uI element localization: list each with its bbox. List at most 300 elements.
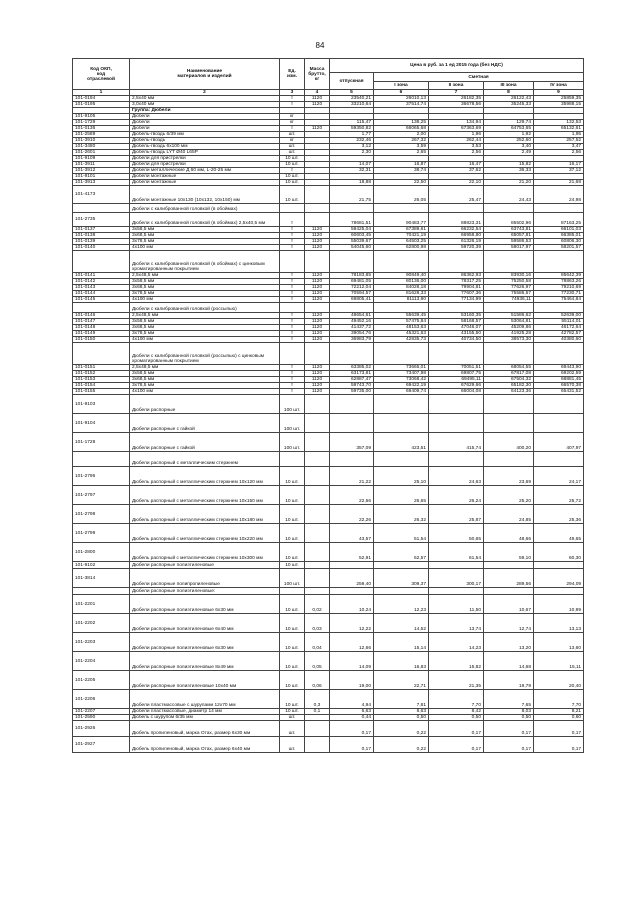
cell-code: 101-3814: [73, 569, 130, 588]
cell-zone-3: 67817,08: [484, 371, 534, 377]
cell-release-price: 63173,81: [330, 371, 374, 377]
cell-zone-2: 25,87: [429, 505, 484, 524]
cell-mass: 1120: [305, 126, 330, 132]
cell-name: 3х58,5 мм: [130, 371, 280, 377]
cell-mass: 1120: [305, 325, 330, 331]
cell-name: Дюбели пластмассовые, диаметр 14 мм: [130, 709, 280, 715]
cell-release-price: [330, 395, 374, 414]
table-row: [73, 204, 584, 213]
cell-unit: т: [280, 213, 305, 227]
cell-zone-4: 87163,25: [534, 213, 584, 227]
cell-name: Дюбели распорные полиэтиленовые 6х30 мм: [130, 633, 280, 652]
header-estimate: Сметная: [374, 73, 584, 82]
cell-release-price: 0,17: [330, 721, 374, 737]
column-number: 3: [280, 90, 305, 96]
cell-release-price: 259,40: [330, 569, 374, 588]
cell-zone-4: 37,12: [534, 168, 584, 174]
cell-release-price: 59350,82: [330, 126, 374, 132]
cell-zone-2: 50,65: [429, 524, 484, 543]
cell-zone-2: 22,10: [429, 180, 484, 186]
cell-unit: 10 шт.: [280, 186, 305, 204]
cell-code: 101-9109: [73, 156, 130, 162]
cell-zone-1: 62800,98: [374, 245, 429, 251]
cell-mass: 1120: [305, 365, 330, 371]
cell-release-price: 4,94: [330, 690, 374, 709]
cell-name: 4х100 мм: [130, 337, 280, 343]
cell-release-price: [330, 562, 374, 569]
cell-zone-1: 3,59: [374, 144, 429, 150]
cell-name: Дюбели с калиброванной головкой (в обоймах): [130, 204, 280, 213]
cell-zone-4: 58201,57: [534, 245, 584, 251]
cell-name: Дюбели для пристрелки: [130, 162, 280, 168]
cell-zone-1: 423,51: [374, 433, 429, 452]
cell-zone-4: [534, 452, 584, 467]
cell-zone-2: [429, 414, 484, 433]
cell-code: 101-3912: [73, 168, 130, 174]
cell-mass: [305, 433, 330, 452]
table-row: [73, 562, 584, 569]
cell-zone-2: 2,56: [429, 150, 484, 156]
cell-zone-3: 252,60: [484, 138, 534, 144]
cell-code: 101-2202: [73, 614, 130, 633]
cell-zone-3: 13,20: [484, 633, 534, 652]
cell-name: Дюбели распорные полипропиленовые: [130, 569, 280, 588]
cell-zone-4: 13,13: [534, 614, 584, 633]
cell-zone-1: 26010,13: [374, 96, 429, 102]
cell-zone-1: 12,23: [374, 595, 429, 614]
cell-name: Дюбели: [130, 120, 280, 126]
cell-zone-1: 70421,19: [374, 233, 429, 239]
cell-name: Дюбель распорный с металлическим стержнем 10х120 мм: [130, 467, 280, 486]
cell-code: 101-2601: [73, 150, 130, 156]
cell-name: 3х78,5 мм: [130, 239, 280, 245]
cell-zone-4: 407,97: [534, 433, 584, 452]
cell-release-price: 39054,76: [330, 331, 374, 337]
column-number: 1: [73, 90, 130, 96]
cell-zone-1: 90849,40: [374, 273, 429, 279]
cell-name: 3х78,5 мм: [130, 291, 280, 297]
cell-zone-3: 7,65: [484, 690, 534, 709]
cell-zone-2: 43155,50: [429, 331, 484, 337]
cell-zone-1: [374, 204, 429, 213]
header-zone-2: II зона: [429, 82, 484, 90]
cell-zone-1: 81628,33: [374, 291, 429, 297]
cell-release-price: [330, 414, 374, 433]
cell-zone-2: 26,24: [429, 486, 484, 505]
cell-zone-4: [534, 588, 584, 595]
cell-name: Дюбели распорные полиэтиленовые 8х49 мм: [130, 652, 280, 671]
cell-code: 101-2799: [73, 524, 130, 543]
cell-zone-3: 59586,53: [484, 239, 534, 245]
cell-name: Дюбели пластмассовые с шурупами 12х70 мм: [130, 690, 280, 709]
cell-unit: т: [280, 365, 305, 371]
cell-code: 101-3913: [73, 180, 130, 186]
cell-release-price: [330, 588, 374, 595]
cell-zone-3: 64753,65: [484, 126, 534, 132]
cell-zone-4: 66385,01: [534, 233, 584, 239]
cell-release-price: 21,22: [330, 467, 374, 486]
cell-name: Дюбели: [130, 114, 280, 120]
cell-zone-4: 25,36: [534, 505, 584, 524]
cell-zone-3: [484, 251, 534, 273]
column-number: 6: [374, 90, 429, 96]
cell-zone-4: 1,95: [534, 132, 584, 138]
cell-unit: 10 шт.: [280, 486, 305, 505]
cell-unit: 10 шт.: [280, 543, 305, 562]
cell-zone-4: 0,60: [534, 715, 584, 721]
cell-zone-3: 25,20: [484, 486, 534, 505]
cell-release-price: [330, 204, 374, 213]
column-number: 9: [534, 90, 584, 96]
cell-zone-2: 37,62: [429, 168, 484, 174]
cell-unit: т: [280, 239, 305, 245]
cell-zone-3: [484, 452, 534, 467]
cell-mass: 1120: [305, 297, 330, 303]
cell-mass: [305, 737, 330, 753]
cell-unit: т: [280, 279, 305, 285]
header-name: Наименование материалов и изделий: [130, 59, 280, 90]
cell-zone-1: 80136,00: [374, 279, 429, 285]
cell-mass: 0,02: [305, 595, 330, 614]
cell-release-price: [330, 303, 374, 313]
cell-zone-1: [374, 343, 429, 365]
cell-release-price: 14,09: [330, 652, 374, 671]
cell-zone-2: 14,23: [429, 633, 484, 652]
cell-zone-1: 73665,01: [374, 365, 429, 371]
cell-zone-4: 60806,30: [534, 239, 584, 245]
cell-release-price: 12,22: [330, 614, 374, 633]
cell-zone-4: [534, 251, 584, 273]
cell-zone-1: 73068,42: [374, 377, 429, 383]
table-row: [73, 303, 584, 313]
cell-zone-4: 66101,03: [534, 227, 584, 233]
cell-code: 101-2204: [73, 652, 130, 671]
cell-mass: [305, 343, 330, 365]
column-number: 4: [305, 90, 330, 96]
cell-name: Дюбель с шурупом 6/35 мм: [130, 715, 280, 721]
cell-unit: т: [280, 273, 305, 279]
cell-zone-1: 26,65: [374, 486, 429, 505]
cell-mass: 1120: [305, 273, 330, 279]
table-row: [73, 569, 584, 588]
cell-zone-3: [484, 395, 534, 414]
cell-zone-2: 40734,50: [429, 337, 484, 343]
table-row: [73, 671, 584, 690]
cell-mass: 1120: [305, 102, 330, 108]
cell-name: 3х68,5 мм: [130, 233, 280, 239]
cell-code: 101-0146: [73, 313, 130, 319]
cell-release-price: 48654,61: [330, 313, 374, 319]
cell-zone-4: 8,21: [534, 709, 584, 715]
cell-name: 2,5х48,5 мм: [130, 313, 280, 319]
cell-release-price: 49452,16: [330, 319, 374, 325]
cell-zone-4: 42782,57: [534, 331, 584, 337]
cell-zone-3: 45209,86: [484, 325, 534, 331]
page-number: 84: [315, 41, 325, 50]
cell-zone-1: [374, 588, 429, 595]
cell-name: Дюбели распорные: [130, 395, 280, 414]
cell-unit: т: [280, 337, 305, 343]
cell-zone-4: 15,11: [534, 652, 584, 671]
cell-zone-3: [484, 303, 534, 313]
cell-zone-3: 129,74: [484, 120, 534, 126]
cell-name: 4х100 мм: [130, 245, 280, 251]
cell-release-price: 63385,02: [330, 365, 374, 371]
cell-unit: [280, 204, 305, 213]
cell-zone-1: [374, 303, 429, 313]
cell-zone-2: 69495,11: [429, 377, 484, 383]
cell-unit: 10 шт.: [280, 614, 305, 633]
cell-zone-2: [429, 204, 484, 213]
cell-unit: т: [280, 291, 305, 297]
cell-code: 101-2798: [73, 505, 130, 524]
cell-zone-2: 66232,54: [429, 227, 484, 233]
cell-code: 101-2797: [73, 486, 130, 505]
cell-zone-1: 14,52: [374, 614, 429, 633]
cell-zone-3: 65182,30: [484, 383, 534, 389]
cell-zone-1: 2,00: [374, 132, 429, 138]
cell-zone-3: 2,49: [484, 150, 534, 156]
cell-mass: [305, 505, 330, 524]
cell-name: 3х58,5 мм: [130, 319, 280, 325]
cell-zone-4: 3,47: [534, 144, 584, 150]
table-row: [73, 524, 584, 543]
cell-zone-1: 64503,25: [374, 239, 429, 245]
cell-unit: шт.: [280, 721, 305, 737]
cell-zone-1: 66065,68: [374, 126, 429, 132]
cell-code: 101-0154: [73, 383, 130, 389]
cell-code: [73, 452, 130, 467]
cell-name: Дюбель пропиленовый, марка Отах, размер 6х40 мм: [130, 737, 280, 753]
cell-zone-3: 3,40: [484, 144, 534, 150]
cell-name: Дюбели распорные с гайкой: [130, 433, 280, 452]
cell-mass: 1120: [305, 227, 330, 233]
cell-unit: 10 шт.: [280, 180, 305, 186]
cell-unit: 10 шт.: [280, 505, 305, 524]
cell-code: 101-2207: [73, 709, 130, 715]
cell-name: Дюбель распорный с металлическим стержнем 10х150 мм: [130, 486, 280, 505]
cell-zone-4: 77230,71: [534, 291, 584, 297]
cell-mass: 1120: [305, 239, 330, 245]
cell-zone-2: [429, 303, 484, 313]
cell-zone-2: 79904,81: [429, 285, 484, 291]
cell-release-price: 6,63: [330, 709, 374, 715]
cell-release-price: 2,30: [330, 150, 374, 156]
cell-unit: 10 шт.: [280, 652, 305, 671]
cell-zone-2: 24,63: [429, 467, 484, 486]
cell-name: Дюбели с калиброванной головкой (россыпью): [130, 303, 280, 313]
cell-name: 3х68,5 мм: [130, 285, 280, 291]
cell-zone-3: [484, 414, 534, 433]
cell-zone-2: 69807,75: [429, 371, 484, 377]
cell-unit: т: [280, 297, 305, 303]
cell-zone-2: [429, 588, 484, 595]
cell-release-price: 54045,60: [330, 245, 374, 251]
cell-zone-2: [429, 452, 484, 467]
cell-name: 3х68,5 мм: [130, 325, 280, 331]
table-row: [73, 588, 584, 595]
cell-zone-2: 26182,35: [429, 96, 484, 102]
cell-mass: 1120: [305, 313, 330, 319]
cell-zone-3: 41925,28: [484, 331, 534, 337]
price-table: [72, 58, 584, 753]
table-row: [73, 486, 584, 505]
cell-zone-2: 300,17: [429, 569, 484, 588]
cell-unit: шт.: [280, 715, 305, 721]
cell-zone-3: 1,92: [484, 132, 534, 138]
cell-name: 2,5х48,5 мм: [130, 273, 280, 279]
cell-unit: 10 шт.: [280, 162, 305, 168]
column-number: 7: [429, 90, 484, 96]
cell-code: 101-9104: [73, 414, 130, 433]
cell-zone-3: 38573,30: [484, 337, 534, 343]
cell-zone-2: 0,17: [429, 737, 484, 753]
cell-zone-4: 46172,64: [534, 325, 584, 331]
header-zone-3: III зона: [484, 82, 534, 90]
cell-zone-2: 78317,25: [429, 279, 484, 285]
cell-zone-1: 57475,84: [374, 319, 429, 325]
cell-release-price: [330, 251, 374, 273]
cell-name: Дюбели распорные полиэтиленовые 6х40 мм: [130, 614, 280, 633]
cell-zone-4: [534, 204, 584, 213]
cell-unit: т: [280, 227, 305, 233]
cell-name: Дюбели с калиброванной головкой (россыпью) с цинковым хроматированным покрытием: [130, 343, 280, 365]
cell-name: Дюбели распорные с гайкой: [130, 414, 280, 433]
cell-unit: шт.: [280, 132, 305, 138]
cell-zone-1: 309,37: [374, 569, 429, 588]
cell-mass: [305, 251, 330, 273]
cell-zone-2: 13,74: [429, 614, 484, 633]
cell-mass: [305, 524, 330, 543]
cell-zone-3: 35245,33: [484, 102, 534, 108]
cell-zone-1: 0,22: [374, 721, 429, 737]
cell-zone-4: 13,60: [534, 633, 584, 652]
cell-zone-2: [429, 251, 484, 273]
cell-zone-4: 294,09: [534, 569, 584, 588]
cell-zone-1: 51,54: [374, 524, 429, 543]
cell-zone-3: 8,03: [484, 709, 534, 715]
cell-zone-2: 61326,19: [429, 239, 484, 245]
cell-name: 3х58,5 мм: [130, 279, 280, 285]
cell-zone-4: 24,17: [534, 467, 584, 486]
cell-name: Дюбель-гвоздь: [130, 138, 280, 144]
cell-release-price: 60603,45: [330, 233, 374, 239]
cell-zone-2: 1,96: [429, 132, 484, 138]
cell-unit: шт.: [280, 144, 305, 150]
cell-mass: 1120: [305, 337, 330, 343]
cell-zone-3: [484, 588, 534, 595]
cell-zone-2: 3,53: [429, 144, 484, 150]
cell-release-price: 55039,67: [330, 239, 374, 245]
header-release-price: отпускная: [330, 73, 374, 90]
cell-zone-1: 45321,63: [374, 331, 429, 337]
cell-unit: 10 шт.: [280, 562, 305, 569]
cell-release-price: 232,46: [330, 138, 374, 144]
cell-release-price: 0,44: [330, 715, 374, 721]
cell-unit: 100 шт.: [280, 395, 305, 414]
cell-release-price: 78681,51: [330, 213, 374, 227]
cell-release-price: 32,31: [330, 168, 374, 174]
cell-zone-3: 63743,81: [484, 227, 534, 233]
cell-mass: 0,3: [305, 690, 330, 709]
cell-zone-4: 68881,45: [534, 377, 584, 383]
cell-zone-1: 22,71: [374, 671, 429, 690]
cell-name: Дюбель распорный с металлическим стержнем 10х220 мм: [130, 524, 280, 543]
cell-mass: [305, 562, 330, 569]
cell-code: 101-2735: [73, 213, 130, 227]
cell-code: [73, 588, 130, 595]
header-price-title: Цена в руб. за 1 ед 2015 года (без НДС): [330, 59, 584, 73]
table-row: [73, 213, 584, 227]
cell-mass: [305, 204, 330, 213]
cell-name: Дюбели распорный с металлическим стержнем: [130, 452, 280, 467]
cell-code: 101-2927: [73, 737, 130, 753]
cell-zone-1: 15,14: [374, 633, 429, 652]
cell-unit: т: [280, 389, 305, 395]
cell-name: 3,0х40 мм: [130, 102, 280, 108]
cell-zone-2: 8,42: [429, 709, 484, 715]
cell-code: 101-2800: [73, 543, 130, 562]
cell-code: [73, 251, 130, 273]
cell-zone-2: 88823,31: [429, 213, 484, 227]
cell-mass: [305, 467, 330, 486]
cell-zone-1: 16,83: [374, 652, 429, 671]
cell-code: 101-9102: [73, 562, 130, 569]
cell-zone-3: 14,68: [484, 652, 534, 671]
cell-zone-3: 74936,11: [484, 297, 534, 303]
cell-zone-4: 75464,84: [534, 297, 584, 303]
table-row: [73, 251, 584, 273]
cell-unit: шт.: [280, 737, 305, 753]
cell-mass: [305, 486, 330, 505]
cell-zone-4: [534, 395, 584, 414]
cell-unit: т: [280, 245, 305, 251]
cell-code: 101-0142: [73, 279, 130, 285]
cell-unit: т: [280, 319, 305, 325]
cell-zone-3: 65057,81: [484, 233, 534, 239]
cell-zone-2: 61,54: [429, 543, 484, 562]
cell-unit: шт.: [280, 150, 305, 156]
cell-mass: [305, 395, 330, 414]
cell-zone-4: 66570,38: [534, 383, 584, 389]
table-body: [73, 96, 584, 753]
cell-zone-3: 75586,57: [484, 291, 534, 297]
cell-release-price: 70594,57: [330, 291, 374, 297]
cell-zone-3: [484, 562, 534, 569]
cell-zone-3: 67504,32: [484, 377, 534, 383]
table-row: [73, 343, 584, 365]
cell-zone-2: 0,17: [429, 721, 484, 737]
cell-release-price: 43,57: [330, 524, 374, 543]
cell-name: Дюбели монтажные: [130, 174, 280, 180]
cell-code: 101-0145: [73, 297, 130, 303]
cell-zone-1: 8,63: [374, 709, 429, 715]
cell-zone-4: [534, 343, 584, 365]
cell-zone-1: 42835,73: [374, 337, 429, 343]
cell-mass: [305, 452, 330, 467]
cell-name: Группа: Дюбели: [130, 108, 280, 114]
cell-zone-3: 85502,96: [484, 213, 534, 227]
cell-code: 101-0150: [73, 337, 130, 343]
cell-unit: т: [280, 371, 305, 377]
cell-zone-1: 26,05: [374, 186, 429, 204]
cell-release-price: 21,75: [330, 186, 374, 204]
cell-unit: т: [280, 331, 305, 337]
cell-mass: 1120: [305, 319, 330, 325]
cell-zone-1: 38,74: [374, 168, 429, 174]
cell-zone-2: 67629,66: [429, 383, 484, 389]
cell-release-price: 78183,85: [330, 273, 374, 279]
